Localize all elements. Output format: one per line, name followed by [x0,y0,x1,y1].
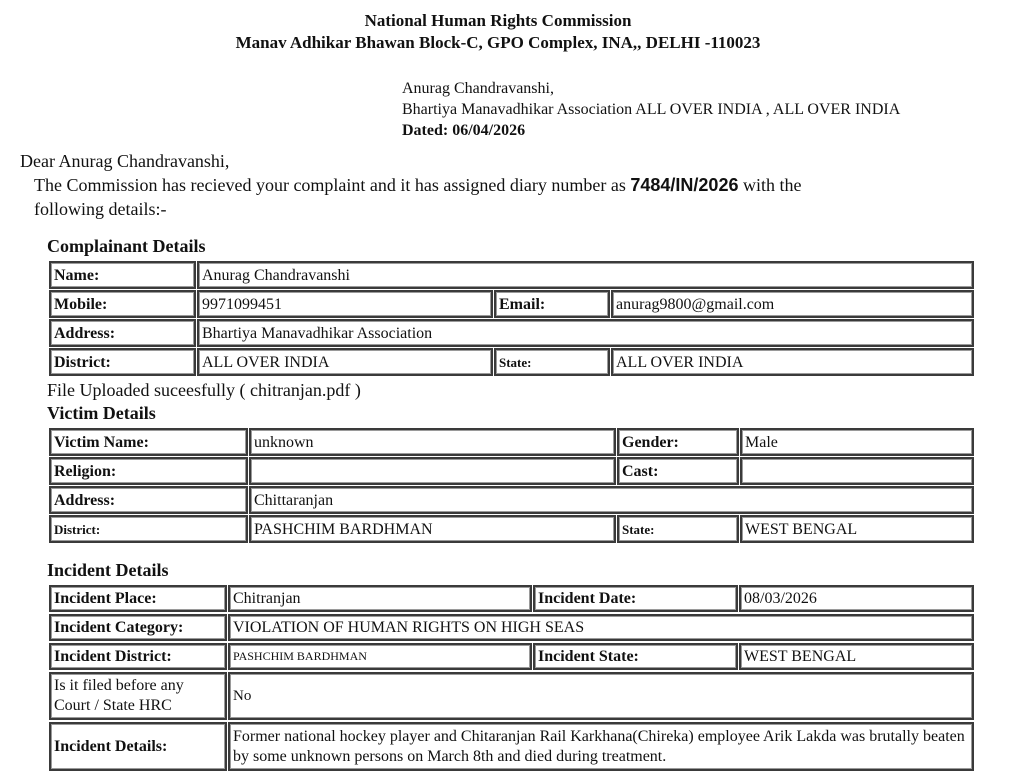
victim-section-title: Victim Details [47,403,156,423]
letter-date: Dated: 06/04/2026 [402,122,526,139]
complainant-name-label: Name: [49,261,196,289]
victim-state-label: State: [617,515,739,543]
complainant-section-title: Complainant Details [47,236,206,256]
diary-number: 7484/IN/2026 [630,175,739,195]
complainant-email-value: anurag9800@gmail.com [611,290,974,318]
victim-address-label: Address: [49,486,248,514]
victim-name-value: unknown [249,428,616,456]
victim-religion-value [249,457,616,485]
victim-gender-label: Gender: [617,428,739,456]
complainant-mobile-label: Mobile: [49,290,196,318]
recipient-address: Bhartiya Manavadhikar Association ALL OVER INDIA , ALL OVER INDIA [402,101,901,118]
incident-district-value: PASHCHIM BARDHMAN [228,643,532,670]
incident-details-value: Former national hockey player and Chitaranjan Rail Karkhana(Chireka) employee Arik Lakda was brutally beaten by some unknown persons on March 8th and died during treatment. [228,722,974,771]
incident-category-label: Incident Category: [49,614,227,641]
incident-details-label: Incident Details: [49,722,227,771]
org-name: National Human Rights Commission [364,11,632,30]
incident-state-label: Incident State: [533,643,738,670]
incident-filed-label: Is it filed before any Court / State HRC [49,672,227,720]
complainant-mobile-value: 9971099451 [197,290,493,318]
recipient-name: Anurag Chandravanshi, [402,80,554,97]
salutation: Dear Anurag Chandravanshi, [20,151,230,171]
complainant-district-value: ALL OVER INDIA [197,348,493,376]
org-address: Manav Adhikar Bhawan Block-C, GPO Complex, INA,, DELHI -110023 [235,33,761,52]
complainant-district-label: District: [49,348,196,376]
body-prefix: The Commission has recieved your complaint and it has assigned diary number as [34,175,626,195]
complainant-address-label: Address: [49,319,196,347]
incident-date-value: 08/03/2026 [739,585,974,612]
incident-date-label: Incident Date: [533,585,738,612]
victim-cast-value [740,457,974,485]
victim-name-label: Victim Name: [49,428,248,456]
complainant-state-label: State: [494,348,610,376]
complainant-name-value: Anurag Chandravanshi [197,261,974,289]
incident-state-value: WEST BENGAL [739,643,974,670]
incident-category-value: VIOLATION OF HUMAN RIGHTS ON HIGH SEAS [228,614,974,641]
complainant-email-label: Email: [494,290,610,318]
victim-address-value: Chittaranjan [249,486,974,514]
incident-place-value: Chitranjan [228,585,532,612]
complainant-address-value: Bhartiya Manavadhikar Association [197,319,974,347]
letter-body-line1 [34,175,801,196]
victim-district-label: District: [49,515,248,543]
incident-district-label: Incident District: [49,643,227,670]
complainant-state-value: ALL OVER INDIA [611,348,974,376]
victim-gender-value: Male [740,428,974,456]
victim-state-value: WEST BENGAL [740,515,974,543]
letter-body-line2: following details:- [34,199,167,219]
victim-religion-label: Religion: [49,457,248,485]
victim-cast-label: Cast: [617,457,739,485]
body-suffix: with the [742,175,802,195]
incident-section-title: Incident Details [47,560,169,580]
victim-district-value: PASHCHIM BARDHMAN [249,515,616,543]
incident-filed-value: No [228,672,974,720]
upload-status: File Uploaded suceesfully ( chitranjan.pdf ) [47,380,361,400]
incident-place-label: Incident Place: [49,585,227,612]
